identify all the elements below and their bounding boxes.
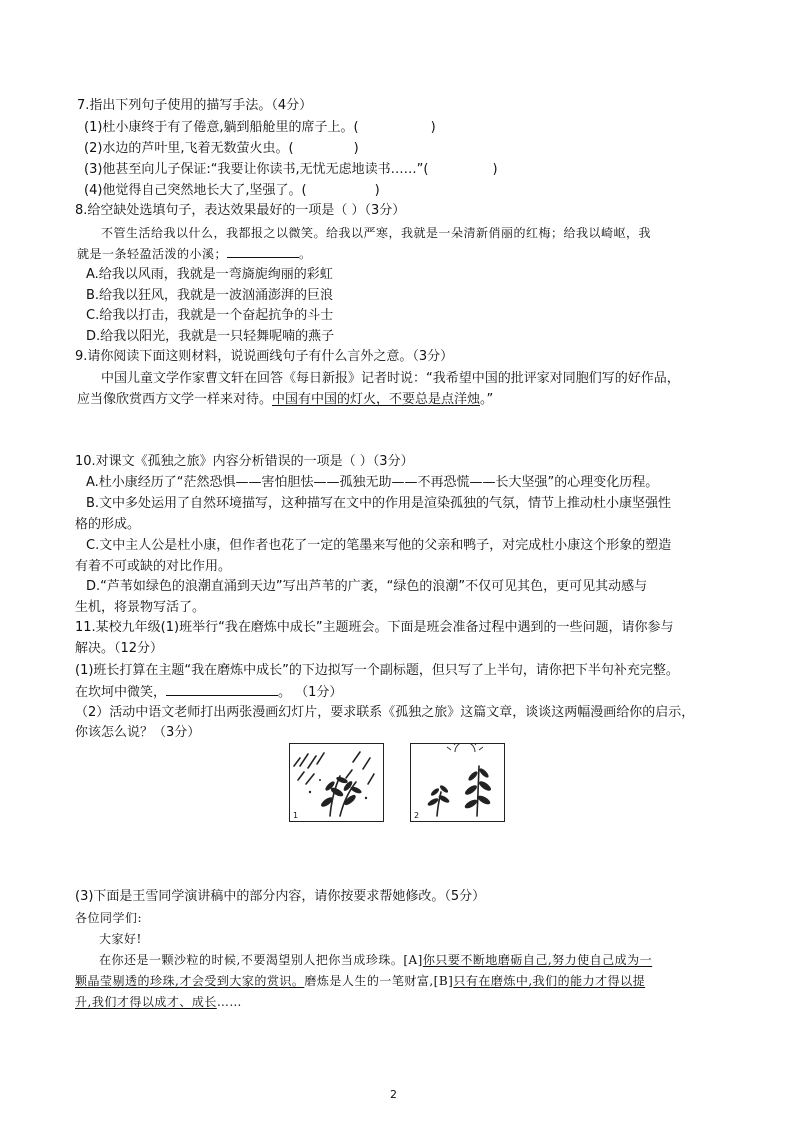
q8-option-d: D.给我以阳光，我就是一只轻舞呢喃的燕子 — [86, 329, 335, 344]
q8-passage-line-2: 就是一条轻盈活泼的小溪； 。 — [77, 247, 312, 261]
q10-title: 10.对课文《孤独之旅》内容分析错误的一项是（ ）（3分） — [75, 454, 414, 469]
q8-option-a: A.给我以风雨，我就是一弯旖旎绚丽的彩虹 — [86, 267, 333, 282]
q7-item-3: (3)他甚至向儿子保证:“我要让你读书,无忧无虑地读书……”( ) — [84, 162, 498, 177]
cartoon-1-plant-in-storm-icon — [290, 744, 383, 821]
q10-option-b-line-1: B.文中多处运用了自然环境描写，这种描写在文中的作用是渲染孤独的气氛，情节上推动杜小康坚强性 — [86, 496, 672, 511]
q10-option-c-line-1: C.文中主人公是杜小康，但作者也花了一定的笔墨来写他的父亲和鸭子，对完成杜小康这个形象的塑造 — [86, 538, 672, 553]
q9-underlined-sentence: 中国有中国的灯火，不要总是点洋烛 — [272, 392, 481, 407]
q8-blank — [227, 245, 299, 258]
page-number: 2 — [390, 1088, 397, 1101]
q9-material-line-2: 应当像欣赏西方文学一样来对待。中国有中国的灯火，不要总是点洋烛。” — [77, 392, 494, 407]
q11-part1-line-1: (1)班长打算在主题“我在磨炼中成长”的下边拟写一个副标题，但只写了上半句，请你把下半句补充完整。 — [75, 663, 679, 678]
speech-line-1: 在你还是一颗沙粒的时候,不要渴望别人把你当成珍珠。[A]你只要不断地磨砺自己,努力使自己成为一 — [99, 953, 653, 967]
q9-title: 9.请你阅读下面这则材料，说说画线句子有什么言外之意。（3分） — [75, 349, 454, 364]
q11-part1-line-2: 在坎坷中微笑， 。 （1分） — [75, 685, 343, 700]
q7-item-1: (1)杜小康终于有了倦意,躺到船舱里的席子上。( ) — [84, 120, 436, 135]
q8-option-c: C.给我以打击，我就是一个奋起抗争的斗士 — [86, 308, 334, 323]
q8-passage-line-1: 不管生活给我以什么，我都报之以微笑。给我以严寒，我就是一朵清新俏丽的红梅；给我以崎岖，我 — [101, 226, 652, 240]
q11-part2-line-2: 你该怎么说？（3分） — [75, 725, 201, 740]
q10-option-d-line-2: 生机，将景物写活了。 — [75, 600, 206, 615]
q9-material-line-1: 中国儿童文学作家曹文轩在回答《每日新报》记者时说：“我希望中国的批评家对同胞们写的好作品， — [101, 371, 680, 386]
q11-intro-line-1: 11.某校九年级(1)班举行“我在磨炼中成长”主题班会。下面是班会准备过程中遇到的一些问题，请你参与 — [75, 620, 674, 635]
cartoon-2-number: 2 — [414, 811, 420, 820]
q7-item-4: (4)他觉得自己突然地长大了,坚强了。( ) — [84, 183, 380, 198]
q10-option-d-line-1: D.“芦苇如绿色的浪潮直涌到天边”写出芦苇的广袤，“绿色的浪潮”不仅可见其色，更可见其动感与 — [86, 579, 648, 594]
speech-line-2: 颗晶莹剔透的珍珠,才会受到大家的赏识。磨炼是人生的一笔财富,[B]只有在磨炼中,我们的能力才得以提 — [75, 974, 646, 988]
cartoon-1 — [289, 743, 384, 822]
q11-part3-title: (3)下面是王雪同学演讲稿中的部分内容，请你按要求帮她修改。（5分） — [75, 889, 486, 904]
q7-title: 7.指出下列句子使用的描写手法。（4分） — [77, 98, 313, 113]
speech-salutation: 各位同学们: — [75, 911, 143, 925]
speech-sentence-b: 只有在磨炼中,我们的能力才得以提 — [453, 974, 646, 988]
cartoon-1-number: 1 — [293, 811, 299, 820]
q7-item-2: (2)水边的芦叶里,飞着无数萤火虫。( ) — [84, 141, 359, 156]
q8-title: 8.给空缺处选填句子，表达效果最好的一项是（ ）（3分） — [75, 203, 406, 218]
cartoon-2-plants-in-sun-icon — [411, 744, 504, 821]
q8-option-b: B.给我以狂风，我就是一波汹涌澎湃的巨浪 — [86, 288, 334, 303]
q11-intro-line-2: 解决。（12分） — [75, 641, 164, 656]
speech-greeting: 大家好! — [99, 932, 142, 946]
q10-option-c-line-2: 有着不可或缺的对比作用。 — [75, 559, 232, 574]
speech-sentence-a: 你只要不断地磨砺自己,努力使自己成为一 — [422, 953, 653, 967]
speech-line-3: 升,我们才得以成才、成长…… — [75, 995, 242, 1009]
q10-option-b-line-2: 格的形成。 — [75, 517, 141, 532]
q11-part2-line-1: （2）活动中语文老师打出两张漫画幻灯片，要求联系《孤独之旅》这篇文章，谈谈这两幅漫画给你的启示， — [75, 705, 695, 720]
q11-part1-blank — [166, 683, 278, 696]
q10-option-a: A.杜小康经历了“茫然恐惧——害怕胆怯——孤独无助——不再恐慌——长大坚强”的心理变化历程。 — [86, 475, 659, 490]
cartoon-2 — [410, 743, 505, 822]
